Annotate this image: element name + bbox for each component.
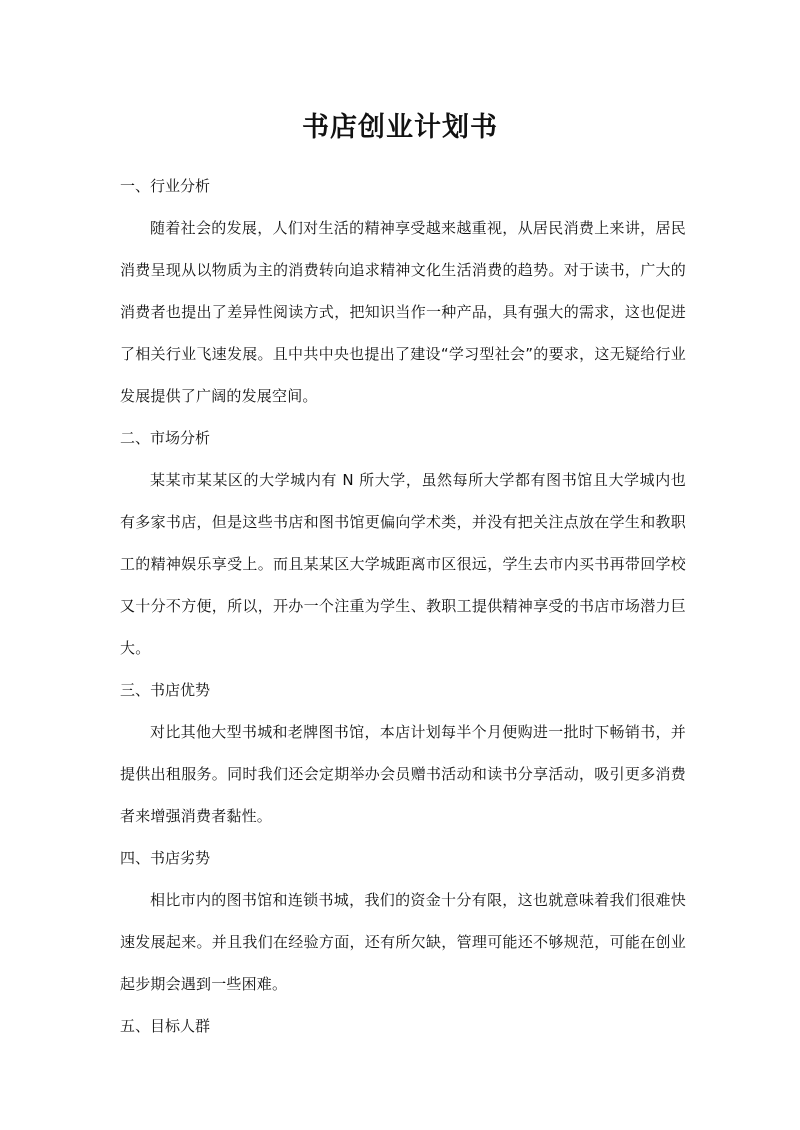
section-paragraph-industry-analysis: 随着社会的发展，人们对生活的精神享受越来越重视，从居民消费上来讲，居民消费呈现从以物质为主的消费转向追求精神文化生活消费的趋势。对于读书，广大的消费者也提出了差异性阅读方式，把知识当作一种产品，具有强大的需求，这也促进了相关行业飞速发展。且中共中央也提出了建设“学习型社会”的要求，这无疑给行业发展提供了广阔的发展空间。 — [120, 219, 686, 405]
document-title: 书店创业计划书 — [302, 112, 498, 143]
document-body — [120, 165, 686, 1047]
section-heading-store-disadvantages: 四、书店劣势 — [120, 849, 211, 867]
section-heading-market-analysis: 二、市场分析 — [120, 429, 211, 447]
section-heading-industry-analysis: 一、行业分析 — [120, 177, 211, 195]
section-heading-target-audience: 五、目标人群 — [120, 1017, 211, 1035]
section-paragraph-store-advantages: 对比其他大型书城和老牌图书馆，本店计划每半个月便购进一批时下畅销书，并提供出租服务。同时我们还会定期举办会员赠书活动和读书分享活动，吸引更多消费者来增强消费者黏性。 — [120, 723, 686, 825]
section-paragraph-market-analysis: 某某市某某区的大学城内有 N 所大学，虽然每所大学都有图书馆且大学城内也有多家书店，但是这些书店和图书馆更偏向学术类，并没有把关注点放在学生和教职工的精神娱乐享受上。而且某某区大学城距离市区很远，学生去市内买书再带回学校又十分不方便，所以，开办一个注重为学生、教职工提供精神享受的书店市场潜力巨大。 — [120, 471, 686, 657]
section-paragraph-store-disadvantages: 相比市内的图书馆和连锁书城，我们的资金十分有限，这也就意味着我们很难快速发展起来。并且我们在经验方面，还有所欠缺，管理可能还不够规范，可能在创业起步期会遇到一些困难。 — [120, 891, 686, 993]
section-heading-store-advantages: 三、书店优势 — [120, 681, 211, 699]
